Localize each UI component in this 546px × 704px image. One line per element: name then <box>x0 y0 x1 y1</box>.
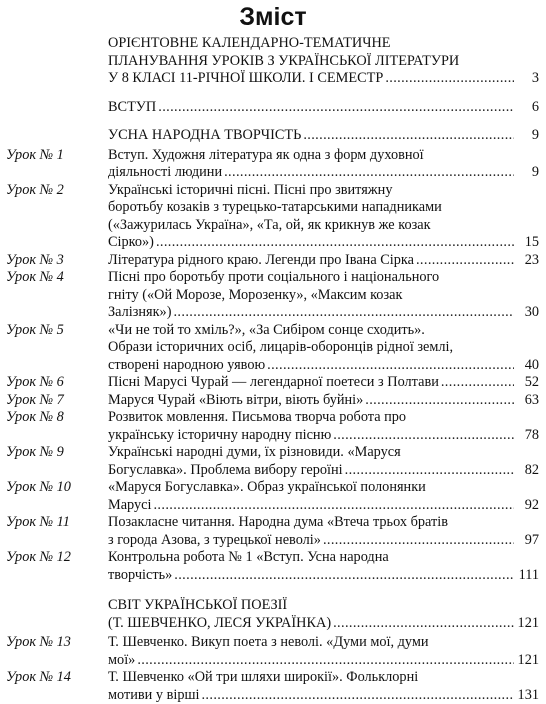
entry-text <box>108 669 539 704</box>
entry-last-line <box>108 615 539 633</box>
entry-last-line <box>108 252 539 270</box>
toc-lesson-entry[interactable] <box>0 479 546 514</box>
page-number: 9 <box>517 127 539 145</box>
page-title: Зміст <box>0 2 546 32</box>
entry-title-text: Вступ. Художня література як одна з форм духовної <box>108 147 424 165</box>
entry-title-text: створені народною уявою <box>108 357 265 375</box>
entry-title-text: «Маруся Богуславка». Образ української полонянки <box>108 479 426 497</box>
entry-title-text: діяльності людини <box>108 164 222 182</box>
entry-line <box>108 514 539 532</box>
toc-lesson-entry[interactable] <box>0 514 546 549</box>
entry-title-text: ВСТУП <box>108 99 156 117</box>
entry-title-text: (Т. ШЕВЧЕНКО, ЛЕСЯ УКРАЇНКА) <box>108 615 331 633</box>
entry-line <box>108 322 539 340</box>
entry-text <box>108 444 539 479</box>
entry-text <box>108 514 539 549</box>
entry-last-line <box>108 392 539 410</box>
entry-text <box>108 147 539 182</box>
entry-text <box>108 479 539 514</box>
entry-text <box>108 322 539 375</box>
table-of-contents <box>0 35 546 704</box>
entry-line <box>108 339 539 357</box>
dot-leader <box>173 304 514 322</box>
entry-title-text: ПЛАНУВАННЯ УРОКІВ З УКРАЇНСЬКОЇ ЛІТЕРАТУРИ <box>108 53 459 71</box>
entry-text <box>108 409 539 444</box>
entry-text <box>108 634 539 669</box>
page-number: 82 <box>517 462 539 480</box>
entry-title-text: українську історичну народну пісню <box>108 427 331 445</box>
toc-lesson-entry[interactable] <box>0 444 546 479</box>
entry-title-text: Залізняк») <box>108 304 171 322</box>
toc-lesson-entry[interactable] <box>0 549 546 584</box>
entry-title-text: Пісні Марусі Чурай — легендарної поетеси з Полтави <box>108 374 439 392</box>
page-number: 9 <box>517 164 539 182</box>
dot-leader <box>153 497 514 515</box>
entry-text <box>108 597 539 632</box>
entry-text <box>108 392 539 410</box>
entry-line <box>108 147 539 165</box>
section-lessons <box>0 147 546 585</box>
entry-line <box>108 479 539 497</box>
page-number: 23 <box>517 252 539 270</box>
entry-title-text: мотиви у вірші <box>108 687 199 704</box>
entry-last-line <box>108 304 539 322</box>
entry-title-text: Контрольна робота № 1 «Вступ. Усна народна <box>108 549 389 567</box>
page-number: 40 <box>517 357 539 375</box>
lesson-number: Урок № 4 <box>6 269 106 287</box>
entry-text <box>108 99 539 117</box>
dot-leader <box>385 70 514 88</box>
entry-title-text: «Чи не той то хміль?», «За Сибіром сонце сходить». <box>108 322 425 340</box>
dot-leader <box>416 252 514 270</box>
entry-text <box>108 127 539 145</box>
toc-lesson-entry[interactable] <box>0 147 546 182</box>
page-number: 63 <box>517 392 539 410</box>
dot-leader <box>137 652 514 670</box>
entry-title-text: Література рідного краю. Легенди про Івана Сірка <box>108 252 414 270</box>
entry-last-line <box>108 687 539 704</box>
toc-lesson-entry[interactable] <box>0 392 546 410</box>
lesson-number: Урок № 3 <box>6 252 106 270</box>
page-number: 78 <box>517 427 539 445</box>
dot-leader <box>333 615 514 633</box>
entry-last-line <box>108 357 539 375</box>
toc-section-heading[interactable] <box>0 99 546 117</box>
entry-title-text: ОРІЄНТОВНЕ КАЛЕНДАРНО-ТЕМАТИЧНЕ <box>108 35 391 53</box>
lesson-number: Урок № 6 <box>6 374 106 392</box>
entry-text <box>108 182 539 252</box>
entry-line <box>108 53 539 71</box>
entry-title-text: Позакласне читання. Народна дума «Втеча трьох братів <box>108 514 448 532</box>
entry-title-text: Українські історичні пісні. Пісні про звитяжну <box>108 182 392 200</box>
entry-title-text: мої» <box>108 652 135 670</box>
entry-text <box>108 374 539 392</box>
page-number: 3 <box>517 70 539 88</box>
dot-leader <box>174 567 514 585</box>
entry-title-text: Богуславка». Проблема вибору героїні <box>108 462 343 480</box>
page-number: 131 <box>517 687 539 704</box>
lesson-number: Урок № 10 <box>6 479 106 497</box>
entry-text <box>108 549 539 584</box>
toc-lesson-entry[interactable] <box>0 409 546 444</box>
lesson-number: Урок № 8 <box>6 409 106 427</box>
toc-section-heading[interactable] <box>0 127 546 145</box>
entry-last-line <box>108 164 539 182</box>
toc-lesson-entry[interactable] <box>0 322 546 375</box>
entry-line <box>108 597 539 615</box>
entry-line <box>108 182 539 200</box>
page-number: 15 <box>517 234 539 252</box>
entry-title-text: Т. Шевченко. Викуп поета з неволі. «Думи мої, думи <box>108 634 429 652</box>
toc-lesson-entry[interactable] <box>0 669 546 704</box>
entry-title-text: з города Азова, з турецької неволі» <box>108 532 321 550</box>
lesson-number: Урок № 12 <box>6 549 106 567</box>
toc-lesson-entry[interactable] <box>0 374 546 392</box>
page-number: 52 <box>517 374 539 392</box>
dot-leader <box>333 427 514 445</box>
dot-leader <box>224 164 514 182</box>
entry-title-text: гніту («Ой Морозе, Морозенку», «Максим козак <box>108 287 402 305</box>
dot-leader <box>365 392 514 410</box>
entry-last-line <box>108 427 539 445</box>
entry-title-text: Пісні про боротьбу проти соціального і національного <box>108 269 439 287</box>
entry-last-line <box>108 462 539 480</box>
entry-last-line <box>108 532 539 550</box>
dot-leader <box>267 357 514 375</box>
entry-title-text: Образи історичних осіб, лицарів-оборонців рідної землі, <box>108 339 453 357</box>
entry-line <box>108 634 539 652</box>
lesson-number: Урок № 11 <box>6 514 106 532</box>
page-number: 30 <box>517 304 539 322</box>
entry-line <box>108 444 539 462</box>
entry-title-text: Марусі <box>108 497 151 515</box>
entry-last-line <box>108 234 539 252</box>
lesson-number: Урок № 13 <box>6 634 106 652</box>
entry-title-text: УСНА НАРОДНА ТВОРЧІСТЬ <box>108 127 301 145</box>
page-number: 121 <box>517 615 539 633</box>
entry-line <box>108 269 539 287</box>
entry-text <box>108 269 539 322</box>
entry-title-text: У 8 КЛАСІ 11-РІЧНОЇ ШКОЛИ. І СЕМЕСТР <box>108 70 383 88</box>
entry-last-line <box>108 127 539 145</box>
entry-title-text: боротьбу козаків з турецько-татарськими нападниками <box>108 199 442 217</box>
page-number: 97 <box>517 532 539 550</box>
entry-last-line <box>108 70 539 88</box>
toc-lesson-entry[interactable] <box>0 182 546 252</box>
entry-line <box>108 409 539 427</box>
page-number: 121 <box>517 652 539 670</box>
entry-title-text: Маруся Чурай «Віють вітри, віють буйні» <box>108 392 363 410</box>
lesson-number: Урок № 7 <box>6 392 106 410</box>
dot-leader <box>201 687 514 704</box>
lesson-number: Урок № 9 <box>6 444 106 462</box>
entry-title-text: Т. Шевченко «Ой три шляхи широкії». Фольклорні <box>108 669 418 687</box>
entry-title-text: Українські народні думи, їх різновиди. «Маруся <box>108 444 401 462</box>
entry-last-line <box>108 497 539 515</box>
dot-leader <box>345 462 514 480</box>
entry-last-line <box>108 374 539 392</box>
entry-line <box>108 287 539 305</box>
entry-title-text: творчість» <box>108 567 172 585</box>
entry-text <box>108 252 539 270</box>
section-lessons <box>0 634 546 704</box>
entry-last-line <box>108 652 539 670</box>
dot-leader <box>441 374 514 392</box>
toc-lesson-entry[interactable] <box>0 252 546 270</box>
entry-last-line <box>108 567 539 585</box>
entry-line <box>108 199 539 217</box>
entry-title-text: («Зажурилась Україна», «Та, ой, як крикнув же козак <box>108 217 431 235</box>
toc-section-heading[interactable] <box>0 35 546 88</box>
entry-title-text: СВІТ УКРАЇНСЬКОЇ ПОЕЗІЇ <box>108 597 287 615</box>
lesson-number: Урок № 1 <box>6 147 106 165</box>
lesson-number: Урок № 2 <box>6 182 106 200</box>
lesson-number: Урок № 5 <box>6 322 106 340</box>
page-number: 6 <box>517 99 539 117</box>
entry-line <box>108 35 539 53</box>
entry-title-text: Сірко») <box>108 234 154 252</box>
entry-text <box>108 35 539 88</box>
toc-section-heading[interactable] <box>0 597 546 632</box>
toc-lesson-entry[interactable] <box>0 269 546 322</box>
lesson-number: Урок № 14 <box>6 669 106 687</box>
entry-title-text: Розвиток мовлення. Письмова творча робота про <box>108 409 406 427</box>
entry-last-line <box>108 99 539 117</box>
entry-line <box>108 669 539 687</box>
toc-lesson-entry[interactable] <box>0 634 546 669</box>
dot-leader <box>156 234 514 252</box>
dot-leader <box>323 532 514 550</box>
page-number: 111 <box>517 567 539 585</box>
entry-line <box>108 549 539 567</box>
dot-leader <box>303 127 514 145</box>
page-number: 92 <box>517 497 539 515</box>
entry-line <box>108 217 539 235</box>
dot-leader <box>158 99 514 117</box>
